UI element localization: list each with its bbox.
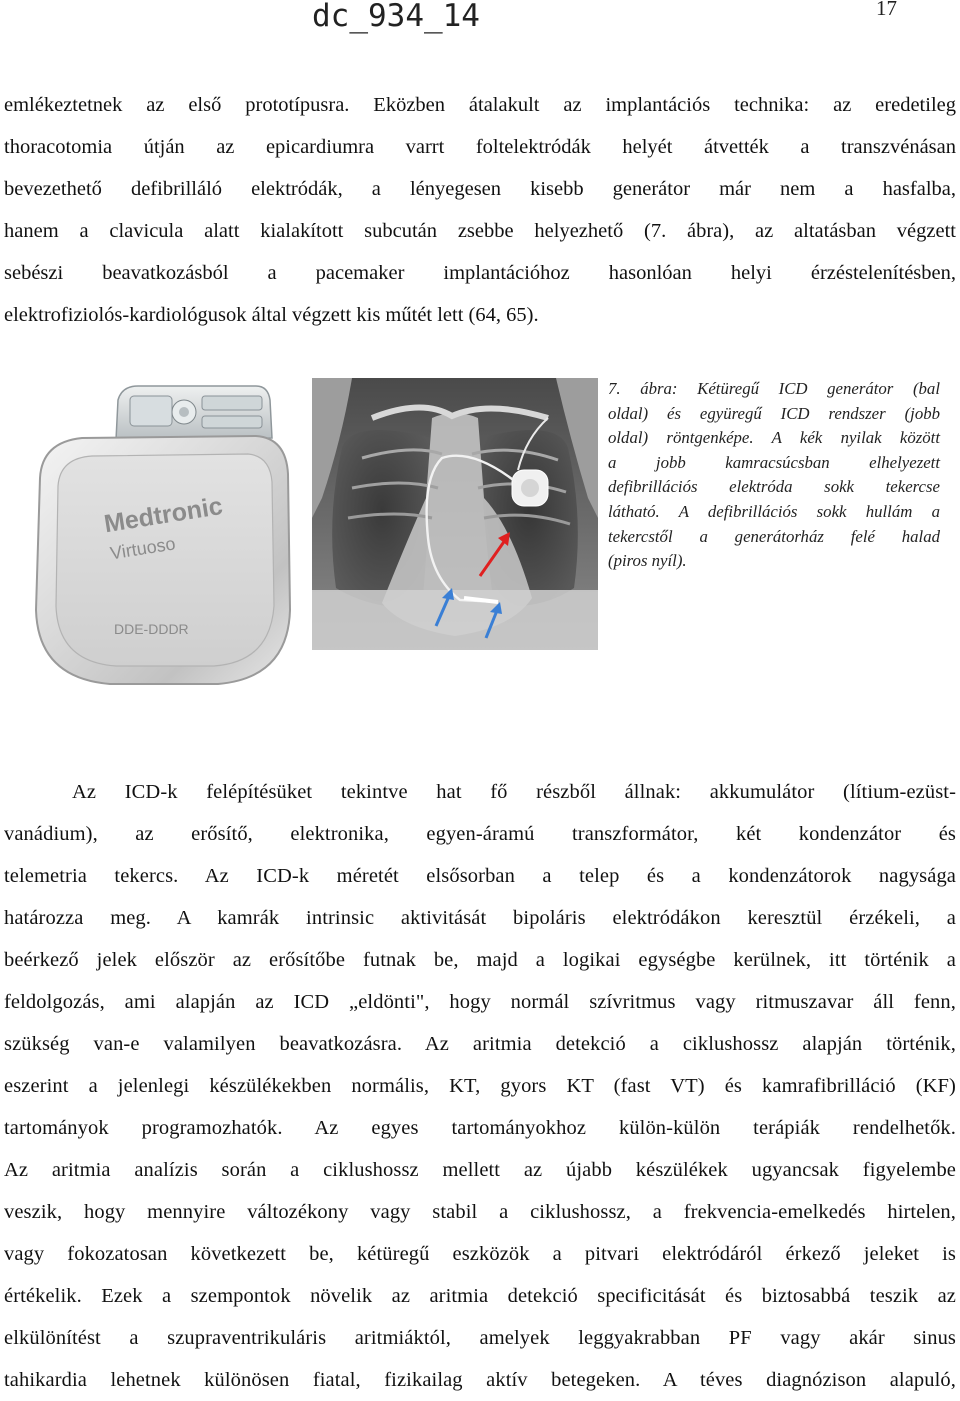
- paragraph-line: beérkező jelek először az erősítőbe futnak be, majd a logikai egységbe kerülnek, itt történik a: [4, 949, 956, 971]
- paragraph-line: eszerint a jelenlegi készülékekben normális, KT, gyors KT (fast VT) és kamrafibrilláció (KF): [4, 1075, 956, 1097]
- caption-line: oldal) röntgenképe. A kék nyilak között: [608, 428, 940, 448]
- xray-generator: [512, 470, 548, 506]
- paragraph-line: emlékeztetnek az első prototípusra. Eközben átalakult az implantációs technika: az eredetileg: [4, 94, 956, 116]
- paragraph-implantation: [4, 84, 956, 336]
- paragraph-line: telemetria tekercs. Az ICD-k méretét elsősorban a telep és a kondenzátorok nagysága: [4, 865, 956, 887]
- paragraph-line: szükség van-e valamilyen beavatkozásra. Az aritmia detekció a ciklushossz alapján történik,: [4, 1033, 956, 1055]
- paragraph-line: hanem a clavicula alatt kialakított subcután zsebbe helyezhető (7. ábra), az altatásban végzett: [4, 220, 956, 242]
- caption-line: 7. ábra: Kétüregű ICD generátor (bal: [608, 379, 940, 398]
- paragraph-line: tahikardia lehetnek különösen fiatal, fizikailag aktív betegeken. A téves diagnózison alapuló,: [4, 1369, 956, 1391]
- icd-device-image: [18, 378, 300, 690]
- device-brand-text: Medtronic: [102, 491, 225, 539]
- paragraph-line: határozza meg. A kamrák intrinsic aktivitását bipoláris elektródákon keresztül érzékeli, a: [4, 907, 956, 929]
- paragraph-line: vanádium), az erősítő, elektronika, egyen-áramú transzformátor, két kondenzátor és: [4, 823, 956, 845]
- document-code-header: dc_934_14: [312, 0, 480, 34]
- paragraph-line: Az ICD-k felépítésüket tekintve hat fő részből állnak: akkumulátor (lítium-ezüst-: [72, 781, 956, 803]
- chest-xray-image: [312, 378, 598, 650]
- caption-line: a jobb kamracsúcsban elhelyezett: [608, 452, 940, 472]
- paragraph-line: tartományok programozhatók. Az egyes tartományokhoz külön-külön terápiák rendelhetők.: [4, 1117, 956, 1139]
- paragraph-line: értékelik. Ezek a szempontok növelik az aritmia detekció specificitását és biztosabbá teszik az: [4, 1285, 956, 1307]
- device-connector-header: [116, 386, 272, 440]
- device-model-text: Virtuoso: [108, 533, 177, 564]
- caption-line: (piros nyíl).: [608, 551, 687, 571]
- paragraph-icd-structure: [4, 771, 956, 1401]
- paragraph-line: feldolgozás, ami alapján az ICD „eldönti", hogy normál szívritmus vagy ritmuszavar áll fenn,: [4, 991, 956, 1013]
- paragraph-line: sebészi beavatkozásból a pacemaker implantációhoz hasonlóan helyi érzéstelenítésben,: [4, 262, 956, 284]
- caption-line: tekercstől a generátorház felé halad: [608, 526, 940, 546]
- caption-line: látható. A defibrillációs sokk hullám a: [608, 501, 940, 521]
- paragraph-line: elkülönítést a szupraventrikuláris aritmiáktól, amelyek leggyakrabban PF vagy akár sinus: [4, 1327, 956, 1349]
- device-code-text: DDE-DDDR: [114, 621, 189, 637]
- caption-line: oldal) és együregű ICD rendszer (jobb: [608, 403, 940, 423]
- paragraph-line: vagy fokozatosan következett be, kétüregű eszközök a pitvari elektródáról érkező jeleket is: [4, 1243, 956, 1265]
- paragraph-line: bevezethető defibrilláló elektródák, a lényegesen kisebb generátor már nem a hasfalba,: [4, 178, 956, 200]
- page-number: 17: [876, 0, 897, 20]
- figure-caption: [608, 377, 940, 574]
- paragraph-line: Az aritmia analízis során a ciklushossz mellett az újabb készülékek ugyancsak figyelembe: [4, 1159, 956, 1181]
- caption-line: defibrillációs elektróda sokk tekercse: [608, 477, 940, 497]
- paragraph-line: elektrofiziolós-kardiológusok által végzett kis műtét lett (64, 65).: [4, 304, 539, 326]
- paragraph-line: veszik, hogy mennyire változékony vagy stabil a ciklushossz, a frekvencia-emelkedés hirtelen,: [4, 1201, 956, 1223]
- paragraph-line: thoracotomia útján az epicardiumra varrt foltelektródák helyét átvették a transzvénásan: [4, 136, 956, 158]
